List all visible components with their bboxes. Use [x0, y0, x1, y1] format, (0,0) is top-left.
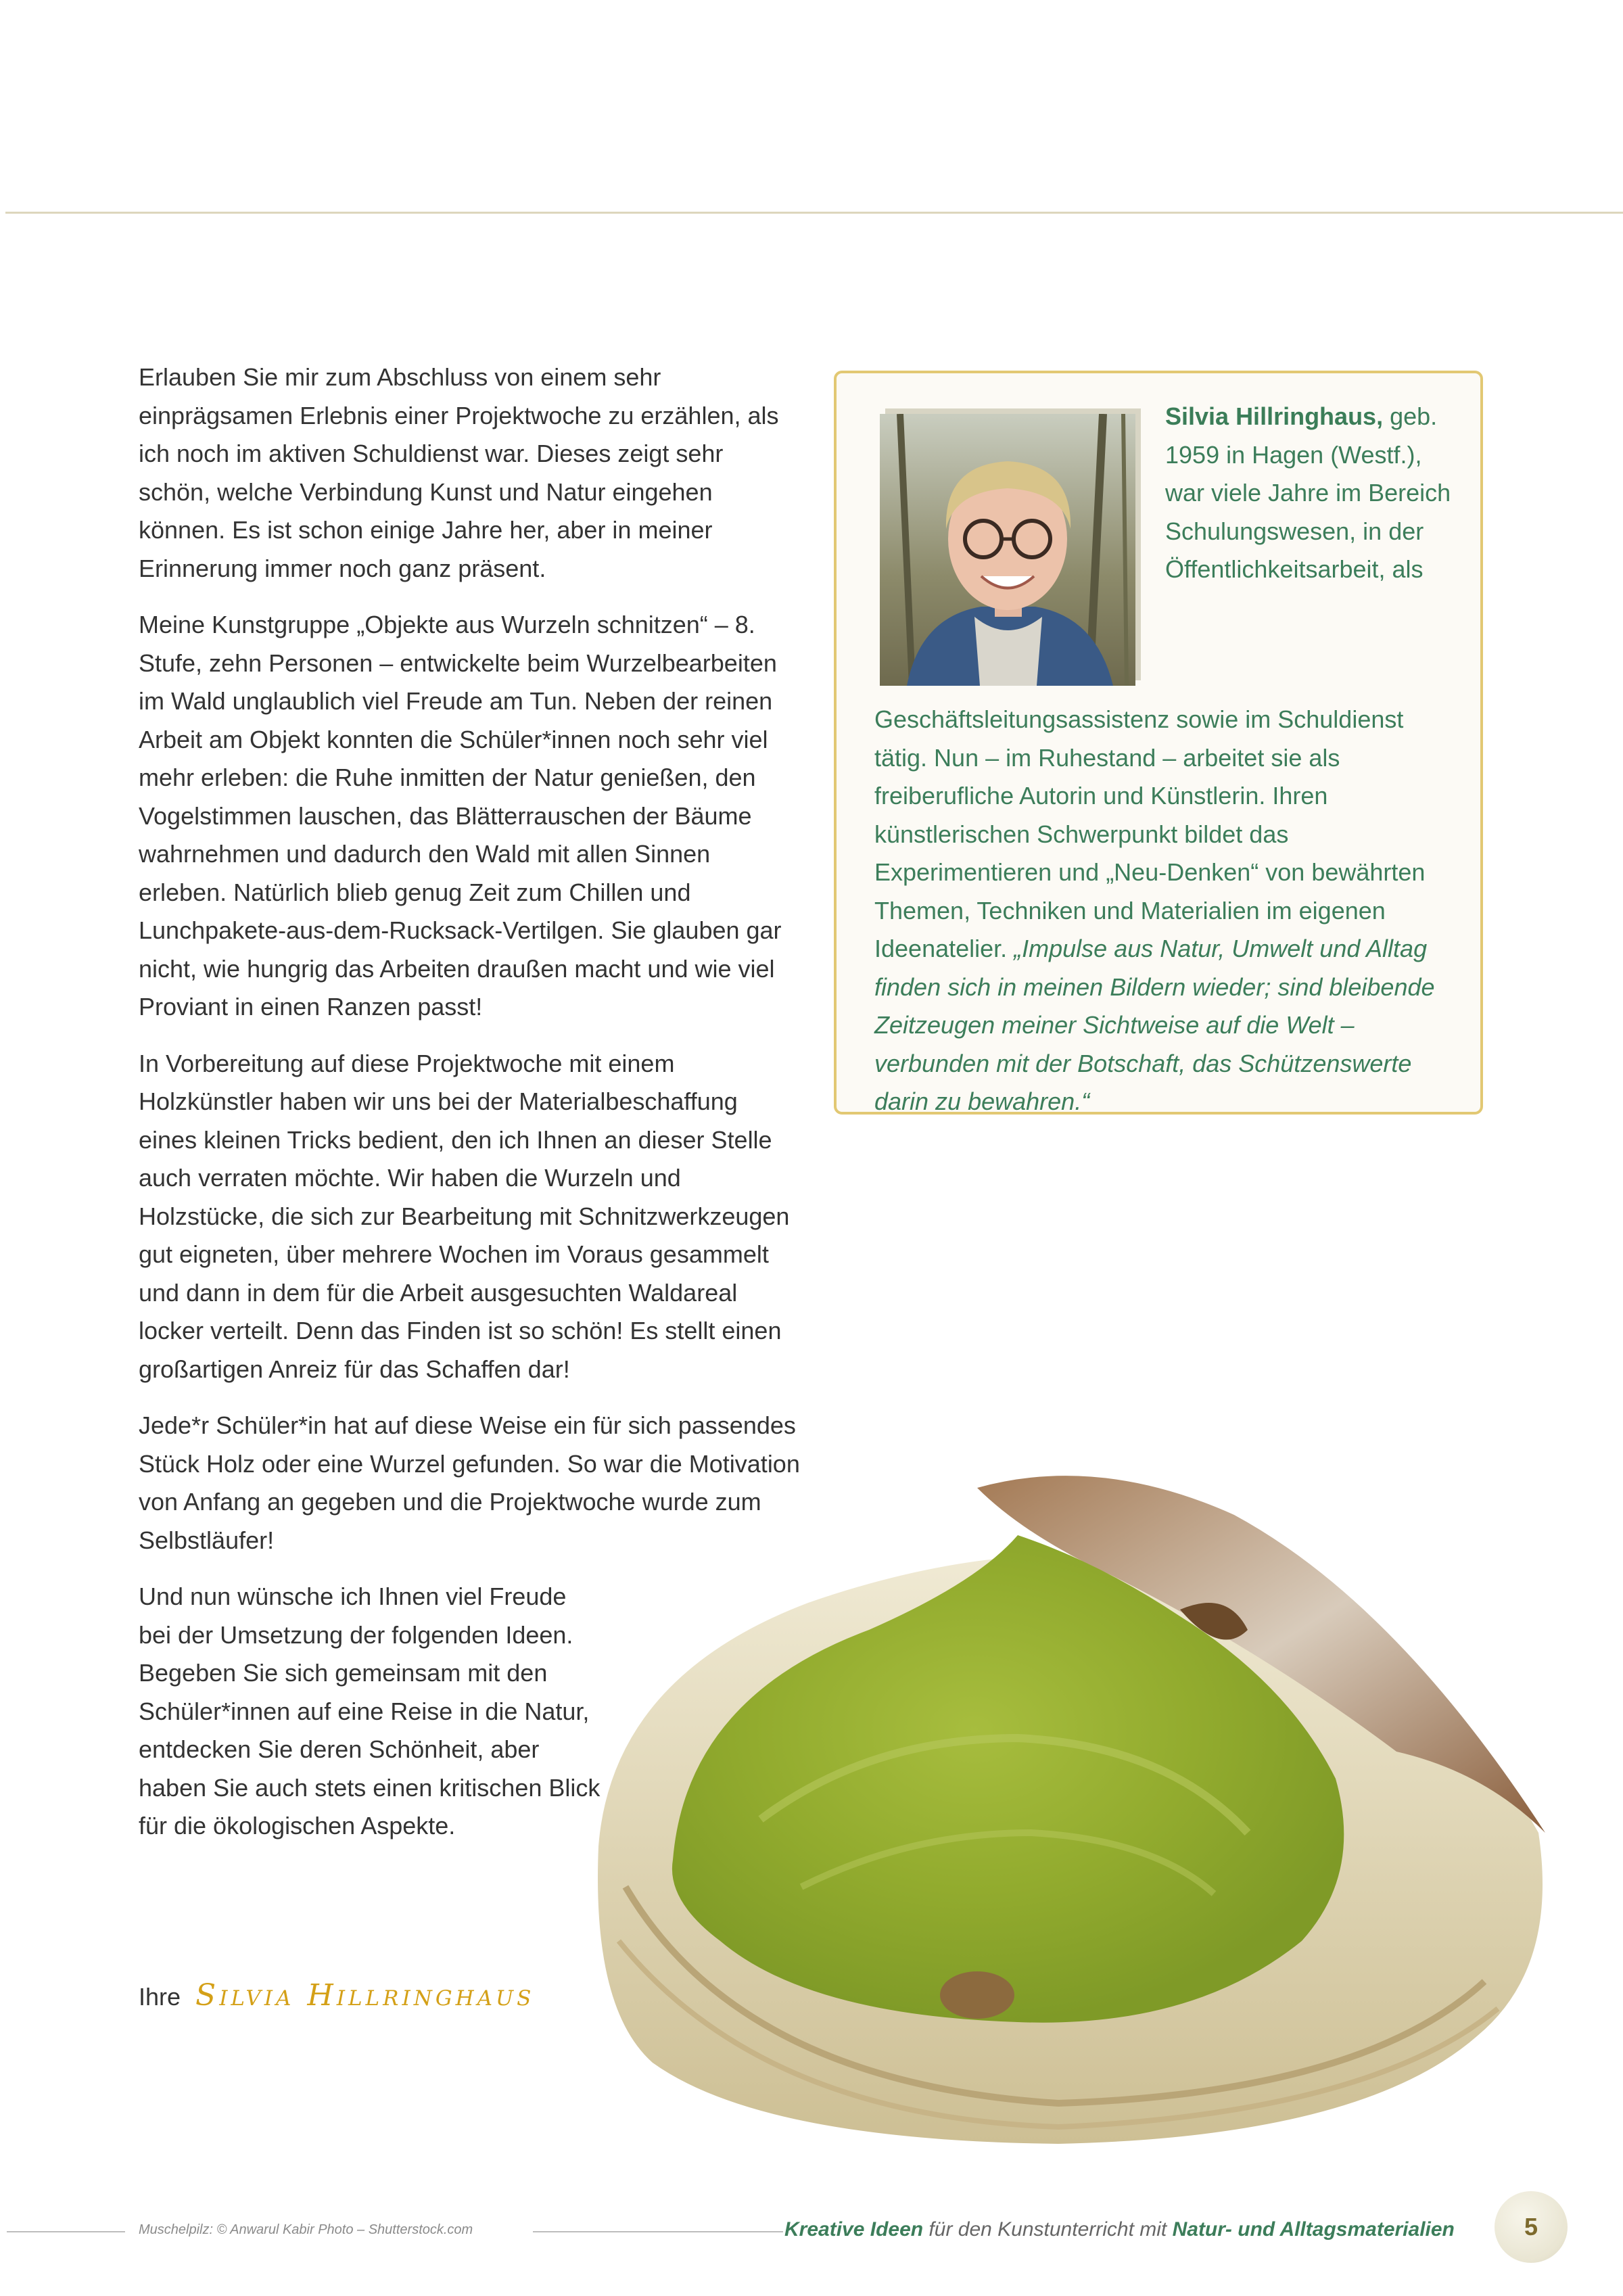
- header-divider: [5, 212, 1623, 214]
- page-number: 5: [1524, 2213, 1538, 2241]
- author-bio-body: geb. 1959 in Hagen (Westf.), war viele Jahre im Bereich Schulungswesen, in der Öffentlichkeitsarbeit, als Geschäftsleitungsassistenz sowie im Schuldienst tätig. Nun – im Ruhestand – arbeitet sie als freiberufliche Autorin und Künstlerin. Ihren künstlerischen Schwerpunkt bildet das Experimentieren und „Neu-Denken“ von bewährten Themen, Techniken und Materialien im eigenen Ideenatelier.: [874, 402, 1451, 962]
- paragraph-2: Meine Kunstgruppe „Objekte aus Wurzeln schnitzen“ – 8. Stufe, zehn Personen – entwickelte beim Wurzelbearbeiten im Wald unglaublich viel Freude am Tun. Neben der reinen Arbeit am Objekt konnten die Schüler*innen noch sehr viel mehr erleben: die Ruhe inmitten der Natur genießen, den Vogelstimmen lauschen, das Blätterrauschen der Bäume wahrnehmen und dadurch den Wald mit allen Sinnen erleben. Natürlich blieb genug Zeit zum Chillen und Lunchpakete-aus-dem-Rucksack-Vertilgen. Sie glauben gar nicht, wie hungrig das Arbeiten draußen macht und wie viel Proviant in einen Ranzen passt!: [139, 611, 782, 1021]
- page-number-badge: [1495, 2191, 1568, 2263]
- signature: [139, 1978, 534, 2013]
- paragraph-5: Und nun wünsche ich Ihnen viel Freude bei der Umsetzung der folgenden Ideen. Begeben Sie sich gemeinsam mit den Schüler*innen auf eine Reise in die Natur, entdecken Sie deren Schönheit, aber haben Sie auch stets einen kritischen Blick für die ökologischen Aspekte.: [139, 1583, 601, 1840]
- footer-divider-middle: [533, 2231, 783, 2232]
- bracket-fungus-illustration: [585, 1454, 1559, 2151]
- paragraph-3: In Vorbereitung auf diese Projektwoche mit einem Holzkünstler haben wir uns bei der Materialbeschaffung eines kleinen Tricks bedient, den ich Ihnen an dieser Stelle auch verraten möchte. Wir haben die Wurzeln und Holzstücke, die sich zur Bearbeitung mit Schnitzwerkzeugen gut eigneten, über mehrere Wochen im Voraus gesammelt und dann in dem für die Arbeit ausgesuchten Waldareal locker verteilt. Denn das Finden ist so schön! Es stellt einen großartigen Anreiz für das Schaffen dar!: [139, 1049, 790, 1383]
- author-quote: „Impulse aus Natur, Umwelt und Alltag finden sich in meinen Bildern wieder; sind bleibende Zeitzeugen meiner Sichtweise auf die Welt – verbunden mit der Botschaft, das Schützenswerte darin zu bewahren.“: [874, 935, 1435, 1115]
- book-title-part-3: Natur- und Alltagsmaterialien: [1172, 2218, 1455, 2241]
- book-title: [784, 2218, 1455, 2241]
- author-bio-text: [874, 398, 1456, 1121]
- signature-name: Silvia Hillringhaus: [195, 1978, 535, 2013]
- paragraph-1: Erlauben Sie mir zum Abschluss von einem sehr einprägsamen Erlebnis einer Projektwoche zu erzählen, als ich noch im aktiven Schuldienst war. Dieses zeigt sehr schön, welche Verbindung Kunst und Natur eingehen können. Es ist schon einige Jahre her, aber in meiner Erinnerung immer noch ganz präsent.: [139, 363, 779, 582]
- author-bio-box: [834, 371, 1483, 1115]
- image-credit: Muschelpilz: © Anwarul Kabir Photo – Shutterstock.com: [139, 2222, 473, 2237]
- paragraph-4: Jede*r Schüler*in hat auf diese Weise ein für sich passendes Stück Holz oder eine Wurzel gefunden. So war die Motivation von Anfang an gegeben und die Projektwoche wurde zum Selbstläufer!: [139, 1411, 800, 1554]
- author-name: Silvia Hillringhaus,: [1165, 402, 1384, 430]
- signature-label: Ihre: [139, 1983, 181, 2011]
- book-title-part-2: für den Kunstunterricht mit: [923, 2218, 1173, 2241]
- book-title-part-1: Kreative Ideen: [784, 2218, 924, 2241]
- footer-divider-left: [7, 2231, 125, 2232]
